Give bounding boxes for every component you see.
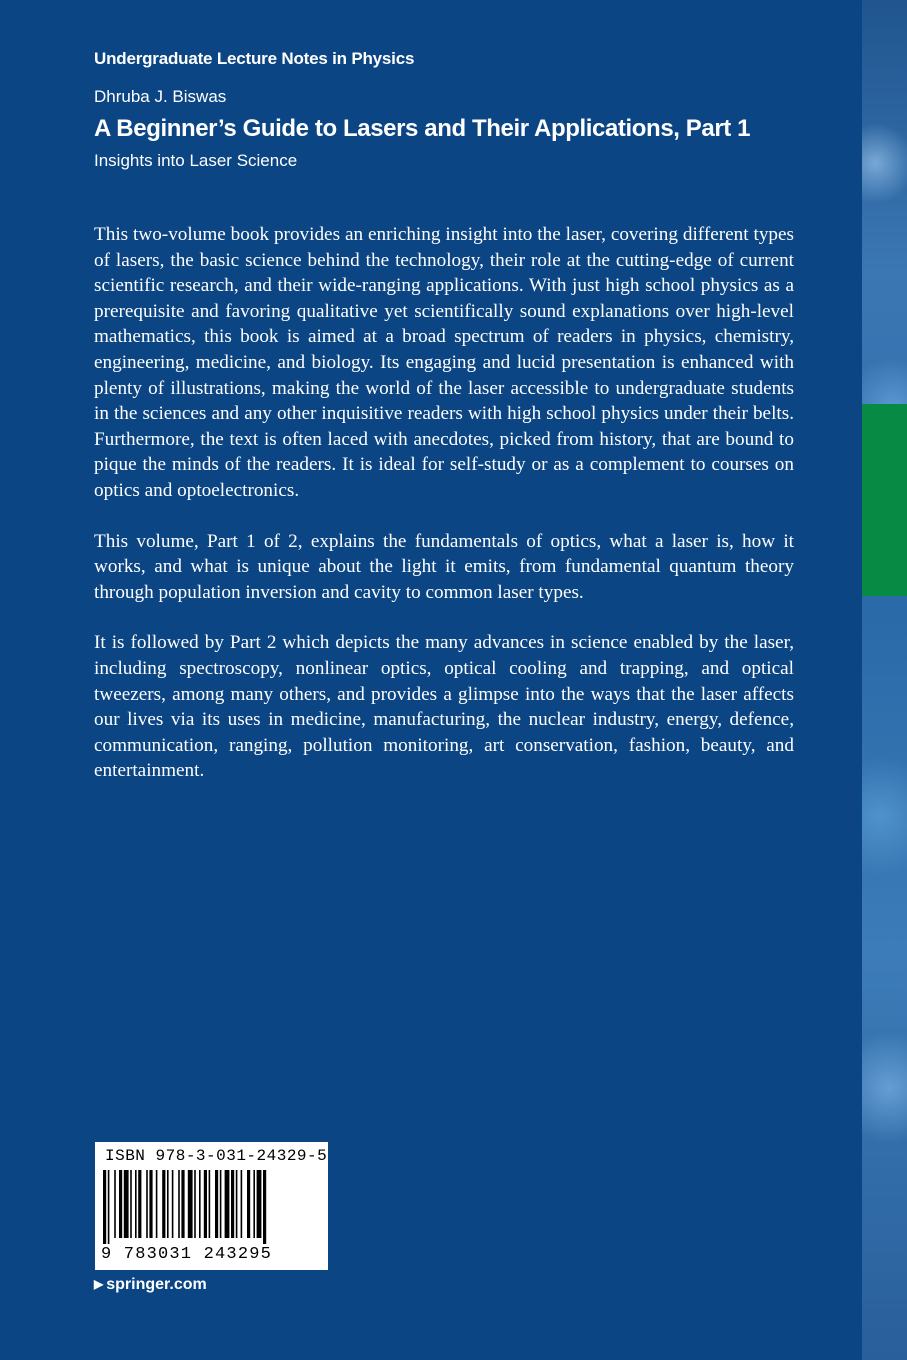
barcode-digits: 9 783031 243295 (101, 1245, 273, 1264)
blurb-paragraph-3: It is followed by Part 2 which depicts the many advances in science enabled by the laser, including spectroscopy, nonlinear optics, optical cooling and trapping, and optical tweezers, among many others, and provides a glimpse into the ways that the laser affects our lives via its uses in medicine, manufacturing, the nuclear industry, energy, defence, communication, ranging, pollution monitoring, art conservation, fashion, beauty, and entertainment. (94, 632, 794, 782)
cover-image-strip (862, 0, 907, 1360)
isbn-label: ISBN 978-3-031-24329-5 (105, 1147, 328, 1165)
isbn-barcode (95, 1142, 328, 1270)
author-name: Dhruba J. Biswas (94, 87, 227, 106)
series-name: Undergraduate Lecture Notes in Physics (94, 49, 415, 68)
series-color-tab (862, 404, 907, 596)
book-title: A Beginner’s Guide to Lasers and Their Applications, Part 1 (94, 115, 751, 142)
barcode-bars-icon (103, 1170, 319, 1244)
publisher-url: springer.com (106, 1276, 207, 1293)
blurb-paragraph-2: This volume, Part 1 of 2, explains the fundamentals of optics, what a laser is, how it works, and what is unique about the light it emits, from fundamental quantum theory through population inversion and cavity to common laser types. (94, 530, 794, 603)
book-subtitle: Insights into Laser Science (94, 151, 298, 170)
blurb (94, 222, 794, 809)
publisher-link[interactable] (94, 1276, 207, 1294)
blurb-paragraph-1: This two-volume book provides an enriching insight into the laser, covering different types of lasers, the basic science behind the technology, their role at the cutting-edge of current scientific research, and their wide-ranging applications. With just high school physics as a prerequisite and favoring qualitative yet scientifically sound explanations over high-level mathematics, this book is aimed at a broad spectrum of readers in physics, chemistry, engineering, medicine, and biology. Its engaging and lucid presentation is enhanced with plenty of illustrations, making the world of the laser accessible to undergraduate students in the sciences and any other inquisitive readers with high school physics under their belts. Furthermore, the text is often laced with anecdotes, picked from history, that are bound to pique the minds of the readers. It is ideal for self-study or as a complement to courses on optics and optoelectronics. (94, 224, 794, 501)
triangle-right-icon: ▶ (94, 1277, 104, 1291)
